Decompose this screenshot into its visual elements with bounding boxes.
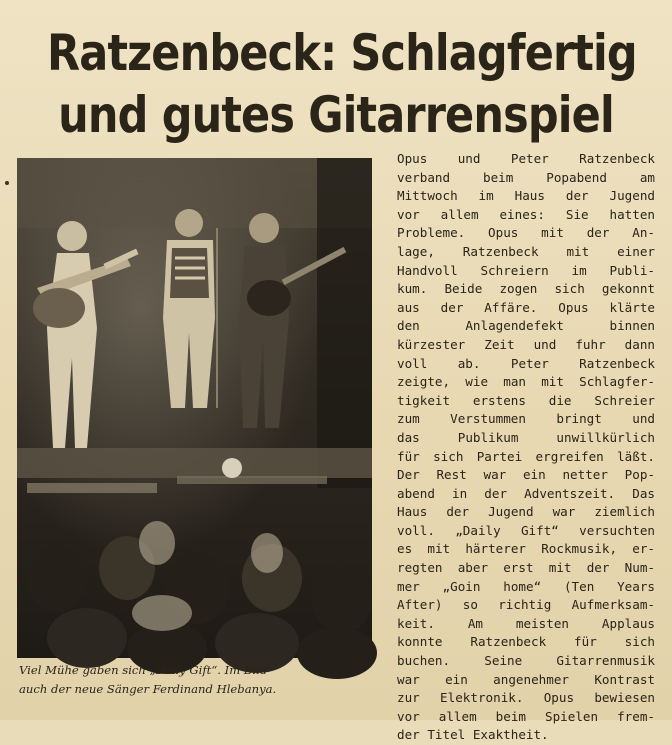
article-line: Probleme. Opus mit der An- <box>397 225 655 241</box>
article-line: keit. Am meisten Applaus <box>397 615 655 631</box>
article-line: vor allem eines: Sie hatten <box>397 206 655 222</box>
photo-caption <box>19 661 381 699</box>
article-line: den Anlagendefekt binnen <box>397 318 655 334</box>
article-line: vor allem beim Spielen frem- <box>397 708 655 724</box>
article-line: After) so richtig Aufmerksam- <box>397 597 655 613</box>
article-line: konnte Ratzenbeck für sich <box>397 634 655 650</box>
article-line: kürzester Zeit und fuhr dann <box>397 336 655 352</box>
article-line: verband beim Popabend am <box>397 169 655 185</box>
concert-photo <box>17 158 372 658</box>
article-line: war ein angenehmer Kontrast <box>397 671 655 687</box>
caption-line-2: auch der neue Sänger Ferdinand Hlebanya. <box>19 682 277 696</box>
article-line: das Publikum unwillkürlich <box>397 429 655 445</box>
article-line: es mit härterer Rockmusik, er- <box>397 541 655 557</box>
article-line: lage, Ratzenbeck mit einer <box>397 243 655 259</box>
article-line: tigkeit erstens die Schreier <box>397 392 655 408</box>
margin-dot <box>5 181 9 185</box>
article-line: buchen. Seine Gitarrenmusik <box>397 653 655 669</box>
caption-line-1: Viel Mühe gaben sich „Daily Gift“. Im Bild <box>19 663 268 677</box>
article-line: Handvoll Schreiern im Publi- <box>397 262 655 278</box>
headline-line-1: Ratzenbeck: Schlagfertig <box>47 24 637 82</box>
article-line: aus der Affäre. Opus klärte <box>397 299 655 315</box>
concert-photo-icon <box>17 158 372 658</box>
article-line: für sich Partei ergreifen läßt. <box>397 448 655 464</box>
article-line: Haus der Jugend war ziemlich <box>397 504 655 520</box>
article-line: voll. „Daily Gift“ versuchten <box>397 522 655 538</box>
article-body <box>397 150 655 745</box>
article-line: zum Verstummen bringt und <box>397 411 655 427</box>
article-line: regten aber erst mit der Num- <box>397 560 655 576</box>
article-line: abend in der Adventszeit. Das <box>397 485 655 501</box>
headline <box>47 22 637 146</box>
article-line: der Titel Exaktheit. <box>397 727 549 743</box>
article-line: zeigte, wie man mit Schlagfer- <box>397 374 655 390</box>
article-line: Mittwoch im Haus der Jugend <box>397 188 655 204</box>
article-line: Der Rest war ein netter Pop- <box>397 467 655 483</box>
article-line: kum. Beide zogen sich gekonnt <box>397 281 655 297</box>
article-line: zur Elektronik. Opus bewiesen <box>397 690 655 706</box>
headline-line-2: und gutes Gitarrenspiel <box>58 86 614 144</box>
article-line: voll ab. Peter Ratzenbeck <box>397 355 655 371</box>
article-line: mer „Goin home“ (Ten Years <box>397 578 655 594</box>
article-line: Opus und Peter Ratzenbeck <box>397 151 655 166</box>
